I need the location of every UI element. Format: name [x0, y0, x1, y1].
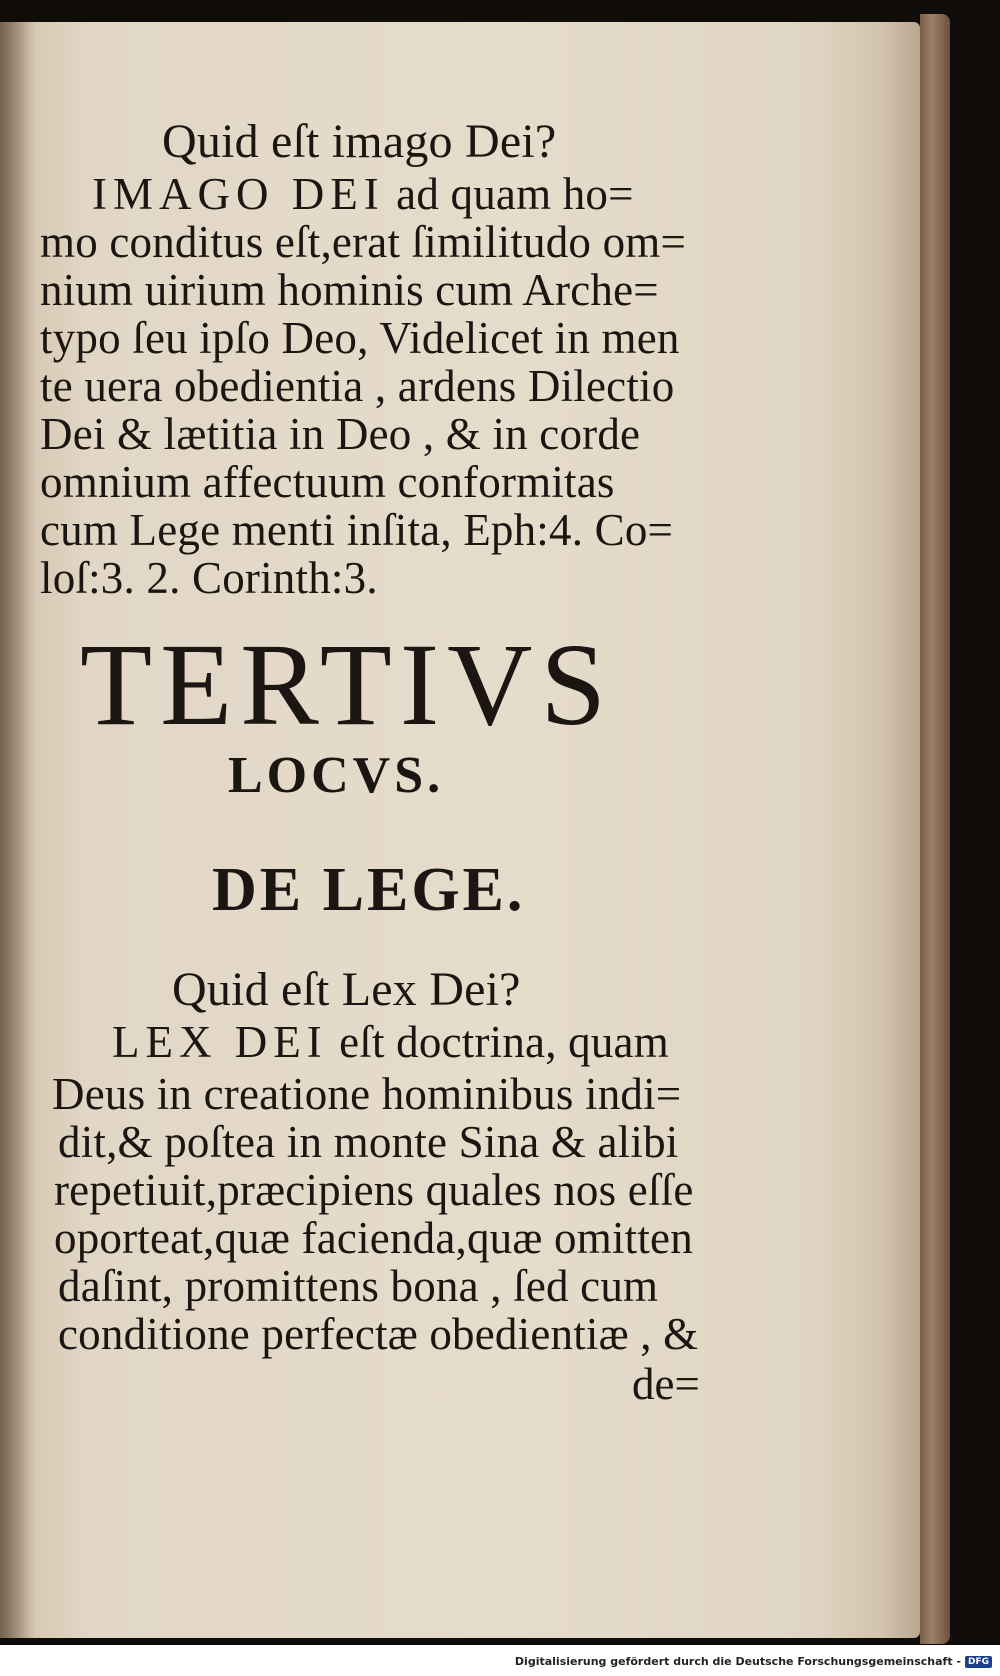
section-subheading: LOCVS. — [228, 747, 445, 804]
section-heading: TERTIVS — [80, 619, 614, 750]
answer1-line-3: nium uirium hominis cum Arche= — [40, 265, 659, 315]
binding-shadow — [0, 22, 36, 1638]
answer2-line-5: oporteat,quæ facienda,quæ omitten — [54, 1213, 693, 1263]
answer1-line-2: mo conditus eſt,erat ſimilitudo om= — [40, 217, 687, 267]
answer2-line-6: daſint, promittens bona , ſed cum — [58, 1261, 659, 1311]
answer2-line-4: repetiuit,præcipiens quales nos eſſe — [54, 1165, 694, 1215]
answer1-line-5: te uera obedientia , ardens Dilectio — [40, 361, 675, 411]
question-heading-2: Quid eſt Lex Dei? — [172, 963, 521, 1016]
answer2-line-2: Deus in creatione hominibus indi= — [52, 1069, 682, 1119]
section-title: DE LEGE. — [212, 856, 526, 924]
catchword: de= — [632, 1359, 700, 1409]
answer1-line-9: loſ:3. 2. Corinth:3. — [40, 553, 378, 603]
answer2-line-1 — [112, 1018, 669, 1066]
answer1-line-8: cum Lege menti inſita, Eph:4. Co= — [40, 505, 674, 555]
answer2-line-1-text: eſt doctrina, quam — [327, 1017, 669, 1067]
dfg-logo: DFG — [965, 1656, 992, 1668]
answer1-line-6: Dei & lætitia in Deo , & in corde — [40, 409, 641, 459]
answer1-line-4: typo ſeu ipſo Deo, Videlicet in men — [40, 313, 680, 363]
book-edge — [920, 14, 950, 1644]
answer2-lead: LEX DEI — [112, 1017, 328, 1067]
answer1-line-1-text: ad quam ho= — [384, 169, 634, 219]
answer1-lead: IMAGO DEI — [92, 169, 385, 219]
answer1-line-7: omnium affectuum conformitas — [40, 457, 615, 507]
funding-credit — [515, 1655, 992, 1668]
answer2-line-3: dit,& poſtea in monte Sina & alibi — [58, 1117, 679, 1167]
answer1-line-1 — [92, 170, 634, 218]
answer2-line-7: conditione perfectæ obedientiæ , & — [58, 1309, 699, 1359]
credit-text: Digitalisierung gefördert durch die Deutsche Forschungsgemeinschaft - — [514, 1655, 961, 1668]
question-heading-1: Quid eſt imago Dei? — [162, 115, 557, 168]
